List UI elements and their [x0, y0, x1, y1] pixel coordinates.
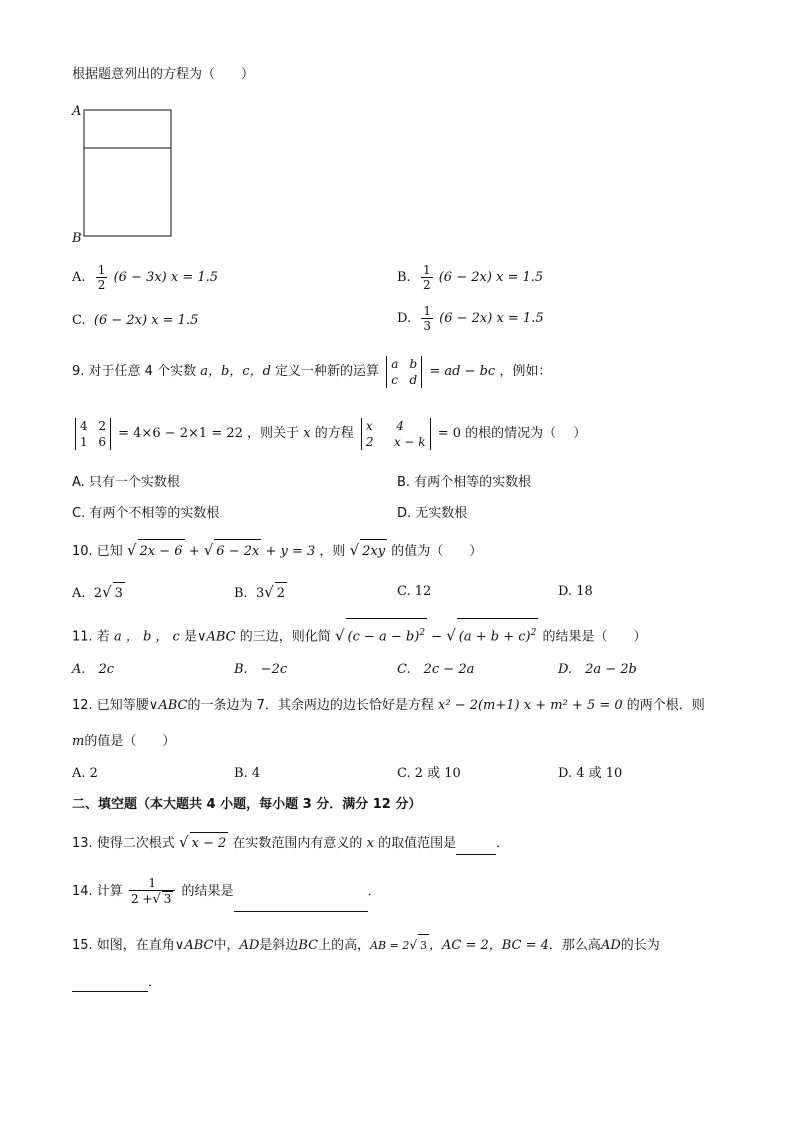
- q15-triangle: ABC: [184, 938, 214, 953]
- q9-stem-b: 定义一种新的运算: [275, 364, 380, 379]
- q13-stem: 13. 使得二次根式 √ x − 2 在实数范围内有意义的 x 的取值范围是 ．: [72, 831, 509, 855]
- q11-option-d: D. 2a − 2b: [558, 662, 637, 677]
- rectangle-figure: [68, 104, 188, 244]
- q8-option-c-label: C.: [72, 313, 86, 328]
- q15-ab-rad: 3: [418, 934, 429, 957]
- intro-text: 根据题意列出的方程为（ ）: [72, 67, 255, 82]
- q12-equation: x² − 2(m+1) x + m² + 5 = 0: [438, 698, 623, 713]
- q9-stem-f: 的根的情况为（ ）: [465, 426, 587, 441]
- q12-stem-a: 12. 已知等腰∨: [72, 698, 159, 713]
- q11-stem-c: 的三边，则化简: [239, 629, 331, 645]
- q9-determinant-example: 4 2 1 6: [75, 418, 111, 450]
- q9-vars: a，b，c，d: [200, 364, 271, 379]
- q11-minus: −: [431, 629, 443, 645]
- q13-stem-c: 的取值范围是: [378, 836, 457, 851]
- q9-definition-eq: = ad − bc: [429, 364, 496, 379]
- q15-stem-line2: [72, 974, 161, 992]
- q15-end: ．: [148, 975, 162, 990]
- q11-stem: 11. 若 a ， b ， c 是∨ABC 的三边，则化简 √ $(c - a - b)^2$ − √ $(a + b + c)^2$ 的结果是（ ）: [72, 618, 647, 651]
- q9-option-b: B. 有两个相等的实数根: [397, 475, 532, 490]
- q9-stem-a: 9. 对于任意 4 个实数: [72, 364, 197, 379]
- q8-option-c-expr: (6 − 2x) x = 1.5: [93, 313, 199, 328]
- q15-ad: AD: [239, 938, 260, 953]
- q10-option-a: A. 2√ 3: [72, 581, 125, 605]
- q8-option-b: [397, 262, 543, 294]
- q14-end: ．: [367, 884, 381, 899]
- q8-option-a: [72, 262, 218, 294]
- q15-answer-blank[interactable]: [72, 977, 148, 992]
- q10-option-b: B. 3√ 2: [234, 581, 287, 605]
- q12-stem-d: 的值是（ ）: [84, 734, 176, 749]
- q11-stem-a: 11. 若: [72, 629, 110, 645]
- q8-option-b-expr: (6 − 2x) x = 1.5: [438, 270, 544, 285]
- q9-stem-e: 的方程: [314, 426, 354, 441]
- q10-option-d: D. 18: [558, 584, 593, 599]
- q13-end: ．: [496, 836, 510, 851]
- q9-stem-line1: [72, 352, 551, 392]
- q8-option-d-expr: (6 − 2x) x = 1.5: [439, 311, 544, 326]
- q8-option-b-label: B.: [397, 270, 411, 285]
- section-2-heading: 二、填空题（本大题共 4 小题，每小题 3 分．满分 12 分）: [72, 797, 422, 812]
- q10-option-c: C. 12: [397, 584, 432, 599]
- q13-radicand: x − 2: [190, 832, 229, 855]
- q10-radicand-3: 2xy: [360, 539, 387, 564]
- q10-tail: + y = 3: [265, 544, 316, 559]
- q8-option-a-label: A.: [72, 270, 86, 285]
- q12-option-c: C. 2 或 10: [397, 766, 461, 781]
- q8-option-d-fraction: $\frac{1}{3}$: [423, 304, 431, 333]
- q8-option-d-label: D.: [397, 311, 412, 326]
- q9-determinant-equation: x 4 2 x − k: [361, 418, 431, 450]
- q12-triangle: ABC: [158, 698, 188, 713]
- q13-answer-blank[interactable]: [456, 840, 496, 855]
- q10-stem-c: 的值为（ ）: [391, 544, 483, 559]
- q9-stem-line2: [72, 414, 586, 454]
- q9-determinant-def: a b c d: [386, 356, 422, 388]
- q9-option-c: C. 有两个不相等的实数根: [72, 506, 220, 521]
- q11-option-a: A. 2c: [72, 662, 115, 677]
- q8-option-c: [72, 312, 198, 330]
- q9-option-d: D. 无实数根: [397, 506, 468, 521]
- q8-option-a-fraction: $\frac{1}{2}$: [97, 263, 106, 292]
- q8-option-d: [397, 303, 544, 335]
- q9-var-x: x: [303, 426, 311, 441]
- q14-stem: [72, 872, 381, 912]
- q12-stem-line2: [72, 733, 175, 751]
- q10-radicand-1: 2x − 6: [138, 539, 185, 564]
- q11-radical-1: $(c - a - b)^2$: [346, 618, 428, 651]
- q11-radical-2: $(a + b + c)^2$: [457, 618, 539, 651]
- q14-stem-a: 14. 计算: [72, 884, 123, 899]
- q10-stem-b: ，则: [319, 544, 346, 559]
- q15-ac-bc-eq: ，AC = 2，BC = 4: [428, 938, 549, 953]
- q9-example-eq: = 4×6 − 2×1 = 22: [118, 426, 243, 441]
- q12-option-d: D. 4 或 10: [558, 766, 623, 781]
- q9-option-a: A. 只有一个实数根: [72, 475, 180, 490]
- q12-option-a: A. 2: [72, 766, 98, 781]
- q12-stem-b: 的一条边为 7．其余两边的边长恰好是方程: [187, 698, 434, 713]
- q10-stem-a: 10. 已知: [72, 544, 123, 559]
- q14-stem-b: 的结果是: [181, 884, 234, 899]
- figure-outer-rect: [84, 110, 171, 236]
- q13-var-x: x: [366, 836, 374, 851]
- q8-option-a-expr: (6 − 3x) x = 1.5: [113, 270, 219, 285]
- q12-option-b: B. 4: [234, 766, 261, 781]
- q15-stem-c: 是斜边: [259, 938, 299, 953]
- q9-equation-eq: = 0: [437, 426, 462, 441]
- q10-plus: +: [188, 544, 200, 559]
- q11-stem-b: 是∨: [183, 629, 207, 645]
- q11-triangle: ABC: [206, 629, 236, 645]
- figure-label-a: A: [72, 104, 82, 119]
- q11-vars: a ， b ， c: [113, 629, 180, 645]
- q15-ab-eq: AB = 2: [370, 939, 410, 952]
- q15-stem-line1: 15. 如图，在直角∨ABC中，AD是斜边BC上的高，AB = 2√ 3 ，AC = 2，BC = 4．那么高AD的长为: [72, 934, 660, 957]
- q11-option-c: C. 2c − 2a: [397, 662, 475, 677]
- q13-stem-a: 13. 使得二次根式: [72, 836, 175, 851]
- q8-option-b-fraction: $\frac{1}{2}$: [422, 263, 431, 292]
- q12-stem-line1: [72, 697, 705, 715]
- q12-var-m: m: [72, 734, 85, 749]
- q15-stem-a: 15. 如图，在直角∨: [72, 938, 185, 953]
- q11-option-b: B. −2c: [234, 662, 288, 677]
- q9-stem-c: ，例如：: [499, 364, 552, 379]
- q14-answer-blank[interactable]: [234, 897, 368, 912]
- q15-stem-b: 中，: [213, 938, 240, 953]
- q15-bc: BC: [298, 938, 319, 953]
- q13-stem-b: 在实数范围内有意义的: [232, 836, 363, 851]
- q10-radicand-2: 6 − 2x: [214, 539, 261, 564]
- figure-label-b: B: [72, 231, 82, 246]
- q15-stem-d: 上的高，: [318, 938, 371, 953]
- q12-stem-c: 的两个根．则: [626, 698, 705, 713]
- q9-stem-d: ，则关于: [247, 426, 300, 441]
- q15-ad-2: AD: [600, 938, 621, 953]
- q15-stem-e: ．那么高: [548, 938, 601, 953]
- q10-stem: 10. 已知 √ 2x − 6 + √ 6 − 2x + y = 3 ，则 √ 2xy 的值为（ ）: [72, 538, 482, 564]
- q11-stem-d: 的结果是（ ）: [542, 629, 647, 645]
- q15-stem-f: 的长为: [620, 938, 660, 953]
- q14-fraction: $\frac{1}{2 +√ 3}$: [129, 876, 175, 907]
